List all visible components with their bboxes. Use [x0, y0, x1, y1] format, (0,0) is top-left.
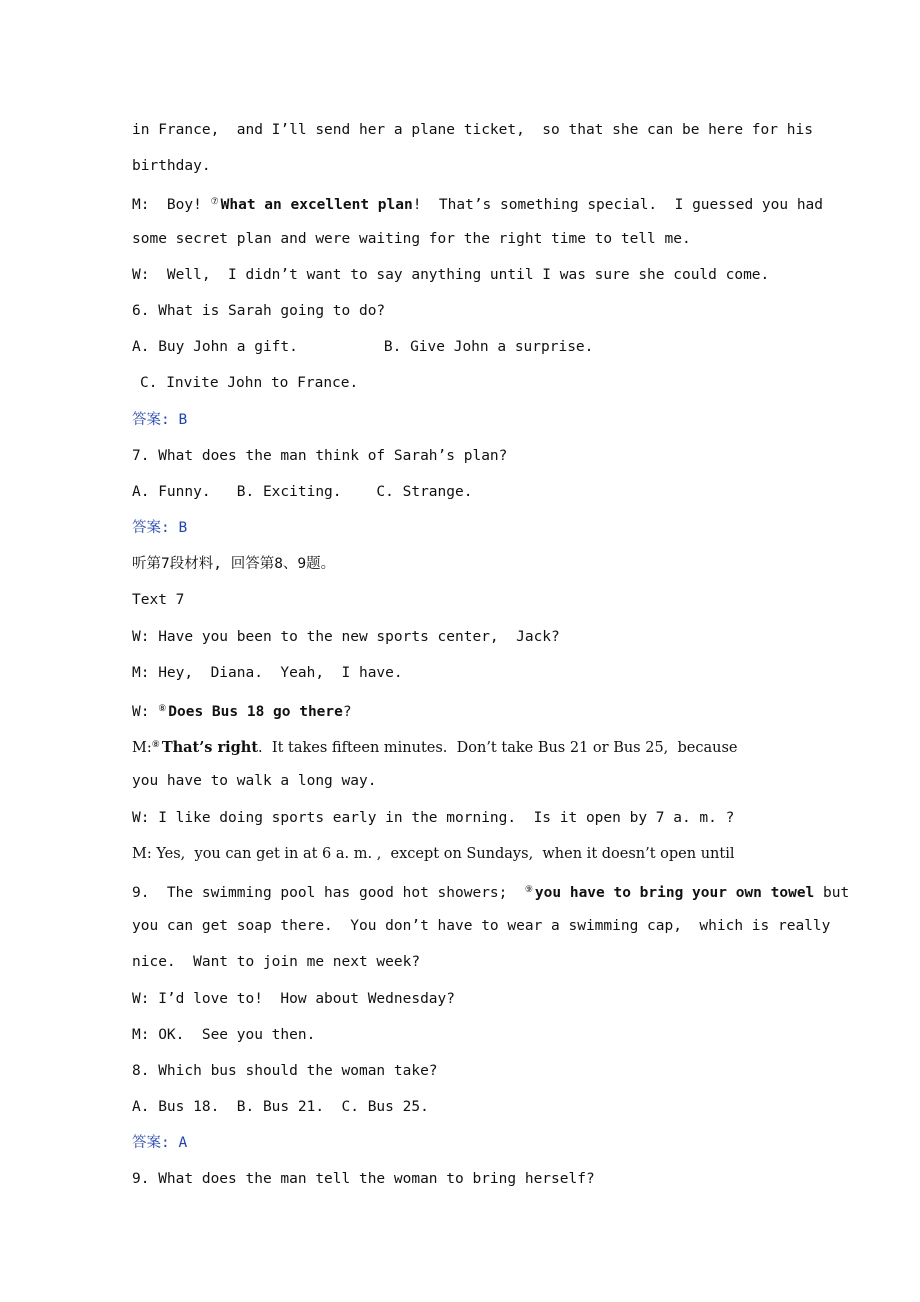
speaker-text: M:: [132, 740, 152, 757]
dialogue-text: ?: [342, 704, 352, 720]
dialogue-line: you have to walk a long way.: [132, 773, 377, 790]
dialogue-text: 9. The swimming pool has good hot showers;: [132, 884, 525, 901]
question-6: 6. What is Sarah going to do?: [132, 302, 386, 319]
options-row: [132, 329, 792, 365]
section-instruction: 听第7段材料, 回答第8、9题。: [132, 556, 336, 573]
text-heading: Text 7: [132, 592, 185, 609]
dialogue-line-w: W: I’d love to! How about Wednesday?: [132, 990, 456, 1007]
dialogue-line: some secret plan and were waiting for the right time to tell me.: [132, 230, 691, 247]
dialogue-line-m: M: Yes, you can get in at 6 a. m. , except on Sundays, when it doesn’t open until: [132, 845, 735, 862]
speaker-text: M: Boy!: [132, 197, 211, 214]
dialogue-line: nice. Want to join me next week?: [132, 954, 421, 971]
dialogue-line-m: [132, 184, 824, 220]
question-8: 8. Which bus should the woman take?: [132, 1062, 438, 1079]
dialogue-line-w: W: Have you been to the new sports center, Jack?: [132, 628, 560, 645]
key-phrase: What an excellent plan: [220, 197, 413, 214]
dialogue-line-m: M: Hey, Diana. Yeah, I have.: [132, 664, 403, 681]
dialogue-line: you can get soap there. You don’t have to wear a swimming cap, which is really: [132, 918, 831, 935]
dialogue-line: [132, 872, 850, 908]
option-c: C. Invite John to France.: [140, 375, 359, 392]
dialogue-text: but: [814, 884, 850, 901]
answer-6: 答案: B: [132, 411, 188, 428]
note-mark: ⑨: [524, 884, 533, 895]
dialogue-text: . It takes fifteen minutes. Don’t take Bus 21 or Bus 25, because: [258, 740, 738, 757]
dialogue-line-w: [132, 691, 792, 727]
dialogue-line: in France, and I’ll send her a plane ticket, so that she can be here for his: [132, 122, 813, 138]
note-mark: ⑦: [210, 197, 219, 208]
option-b: B. Give John a surprise.: [383, 339, 594, 356]
dialogue-text: ! That’s something special. I guessed you had: [412, 197, 824, 214]
note-mark: ⑧: [158, 704, 167, 714]
options-row: A. Funny. B. Exciting. C. Strange.: [132, 483, 473, 500]
note-mark: ⑧: [151, 740, 160, 751]
question-9: 9. What does the man tell the woman to bring herself?: [132, 1171, 595, 1188]
answer-7: 答案: B: [132, 520, 188, 537]
dialogue-line-w: W: Well, I didn’t want to say anything until I was sure she could come.: [132, 266, 770, 283]
document-page: [132, 112, 850, 1198]
dialogue-line-m: [132, 727, 792, 763]
dialogue-line-w: W: I like doing sports early in the morning. Is it open by 7 a. m. ?: [132, 809, 735, 826]
options-row: A. Bus 18. B. Bus 21. C. Bus 25.: [132, 1099, 429, 1116]
question-7: 7. What does the man think of Sarah’s plan?: [132, 447, 508, 464]
key-phrase: Does Bus 18 go there: [168, 704, 343, 720]
dialogue-line: birthday.: [132, 158, 211, 175]
key-phrase: you have to bring your own towel: [534, 884, 815, 901]
speaker-text: W:: [132, 704, 159, 720]
key-phrase: That’s right: [161, 739, 259, 757]
dialogue-line-m: M: OK. See you then.: [132, 1026, 316, 1043]
option-a: A. Buy John a gift.: [132, 339, 298, 356]
answer-8: 答案: A: [132, 1135, 188, 1152]
